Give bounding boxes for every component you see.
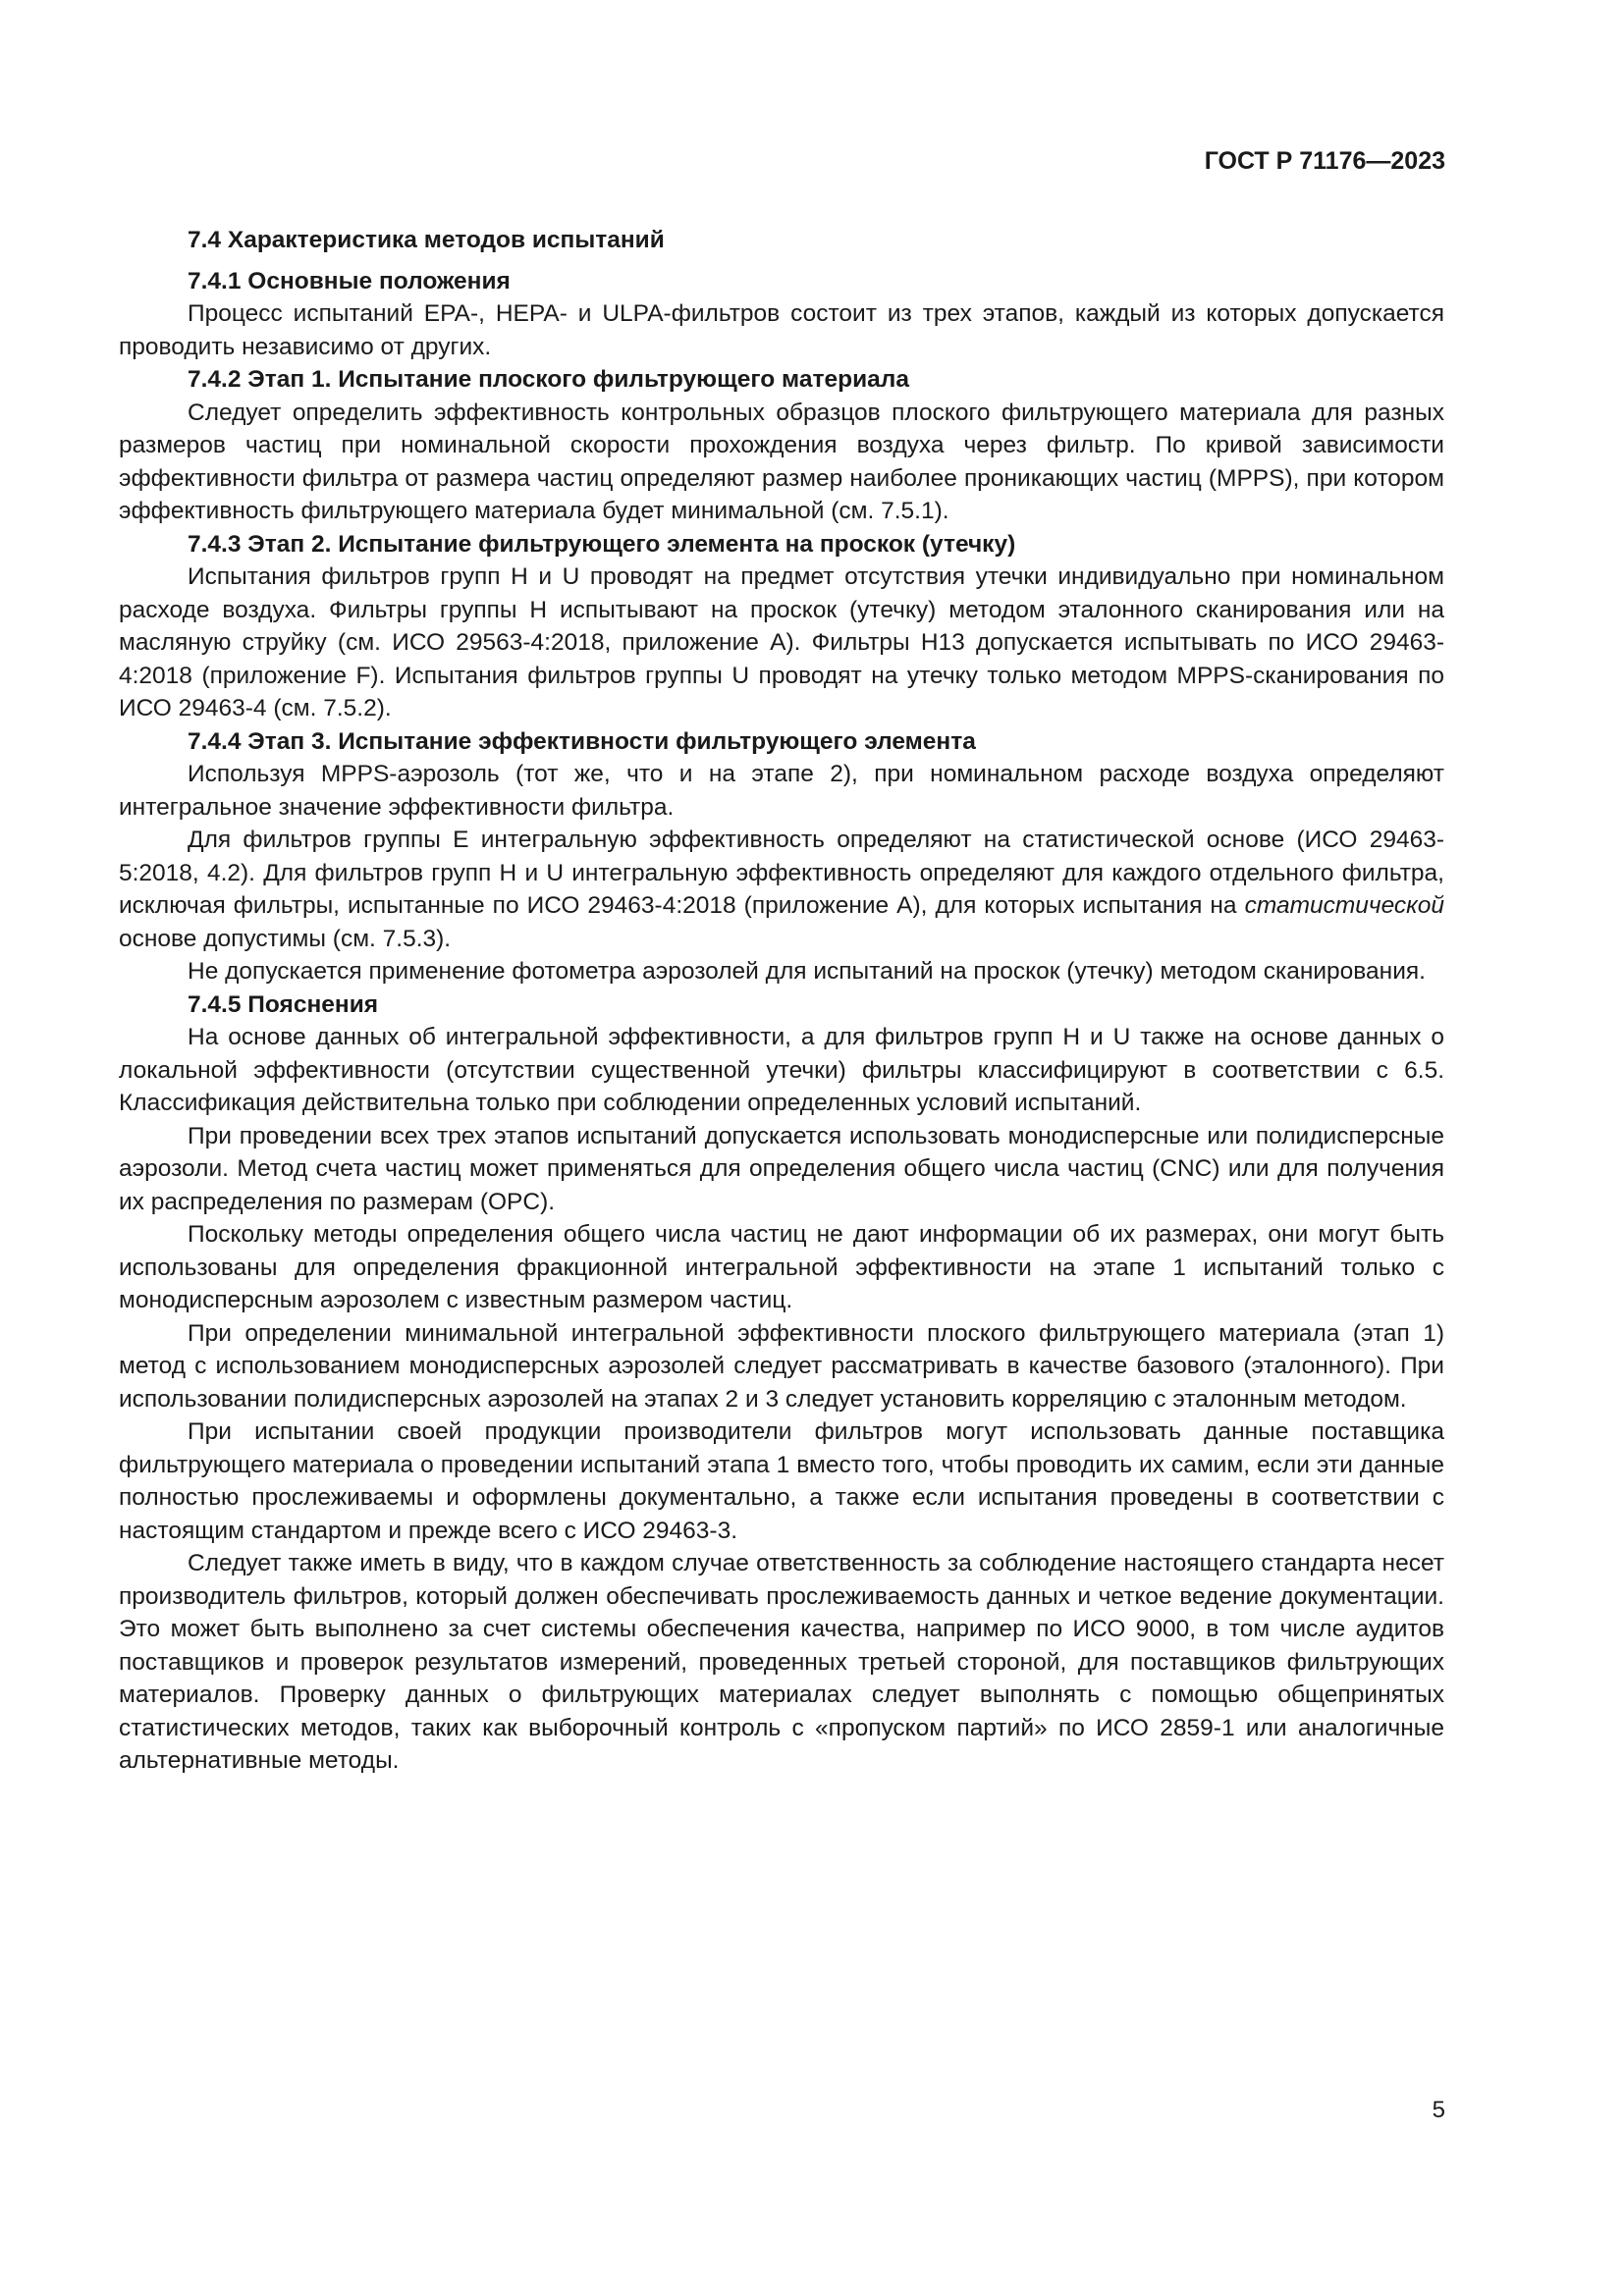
paragraph [119, 824, 1444, 955]
subsection-title-7-4-4: 7.4.4 Этап 3. Испытание эффективности фильтрующего элемента [188, 727, 976, 755]
page-number: 5 [1432, 2097, 1445, 2123]
text-span: основе допустимы (см. 7.5.3). [119, 925, 452, 952]
subsection-title-7-4-3: 7.4.3 Этап 2. Испытание фильтрующего элемента на проскок (утечку) [188, 530, 1016, 558]
paragraph: Следует определить эффективность контрольных образцов плоского фильтрующего материала для разных размеров частиц при номинальной скорости прохождения воздуха через фильтр. По кривой зависимости эффективности фильтра от размера частиц определяют размер наиболее проникающих частиц (MPPS), при котором эффективность фильтрующего материала будет минимальной (см. 7.5.1). [119, 399, 1444, 524]
paragraph: При определении минимальной интегральной эффективности плоского фильтрующего материала (этап 1) метод с использованием монодисперсных аэрозолей следует рассматривать в качестве базового (эталонного). При использовании полидисперсных аэрозолей на этапах 2 и 3 следует установить корреляцию с эталонным методом. [119, 1319, 1444, 1413]
paragraph: Испытания фильтров групп H и U проводят на предмет отсутствия утечки индивидуально при номинальном расходе воздуха. Фильтры группы H испытывают на проскок (утечку) методом эталонного сканирования или на масляную струйку (см. ИСО 29563-4:2018, приложение A). Фильтры H13 допускается испытывать по ИСО 29463-4:2018 (приложение F). Испытания фильтров группы U проводят на утечку только методом MPPS-сканирования по ИСО 29463-4 (см. 7.5.2). [119, 563, 1444, 721]
paragraph: Не допускается применение фотометра аэрозолей для испытаний на проскок (утечку) методом сканирования. [188, 958, 1426, 985]
section-title: 7.4 Характеристика методов испытаний [188, 227, 665, 253]
paragraph: При испытании своей продукции производители фильтров могут использовать данные поставщика фильтрующего материала о проведении испытаний этапа 1 вместо того, чтобы проводить их самим, если эти данные полностью прослеживаемы и оформлены документально, а также если испытания проведены в соответствии с настоящим стандартом и прежде всего с ИСО 29463-3. [119, 1418, 1444, 1544]
text-span: Для фильтров группы E интегральную эффективность определяют на статистической основе (ИСО 29463-5:2018, 4.2). Для фильтров групп H и U интегральную эффективность определяют для каждого отдельного фильтра, исключая фильтры, испытанные по ИСО 29463-4:2018 (приложение A), для которых испытания на [119, 827, 1444, 919]
paragraph: Поскольку методы определения общего числа частиц не дают информации об их размерах, они могут быть использованы для определения фракционной интегральной эффективности на этапе 1 испытаний только с монодисперсным аэрозолем с известным размером частиц. [119, 1221, 1444, 1313]
paragraph: При проведении всех трех этапов испытаний допускается использовать монодисперсные или полидисперсные аэрозоли. Метод счета частиц может применяться для определения общего числа частиц (CNC) или для получения их распределения по размерам (OPC). [119, 1122, 1444, 1215]
subsection-title-7-4-1: 7.4.1 Основные положения [188, 267, 511, 294]
italic-text: статистической [1244, 892, 1444, 919]
paragraph: Используя MPPS-аэрозоль (тот же, что и на этапе 2), при номинальном расходе воздуха определяют интегральное значение эффективности фильтра. [119, 761, 1444, 821]
paragraph: Процесс испытаний EPA-, HEPA- и ULPA-фильтров состоит из трех этапов, каждый из которых допускается проводить независимо от других. [119, 300, 1444, 360]
paragraph: Следует также иметь в виду, что в каждом случае ответственность за соблюдение настоящего стандарта несет производитель фильтров, который должен обеспечивать прослеживаемость данных и четкое ведение документации. Это может быть выполнено за счет системы обеспечения качества, например по ИСО 9000, в том числе аудитов поставщиков и проверок результатов измерений, проведенных третьей стороной, для поставщиков фильтрующих материалов. Проверку данных о фильтрующих материалах следует выполнять с помощью общепринятых статистических методов, таких как выборочный контроль с «пропуском партий» по ИСО 2859-1 или аналогичные альтернативные методы. [119, 1550, 1444, 1774]
paragraph: На основе данных об интегральной эффективности, а для фильтров групп H и U также на основе данных о локальной эффективности (отсутствии существенной утечки) фильтры классифицируют в соответствии с 6.5. Классификация действительна только при соблюдении определенных условий испытаний. [119, 1024, 1444, 1116]
document-body [119, 224, 1444, 1778]
document-id-header: ГОСТ Р 71176—2023 [1204, 147, 1445, 175]
subsection-title-7-4-2: 7.4.2 Этап 1. Испытание плоского фильтрующего материала [188, 366, 909, 393]
subsection-title-7-4-5: 7.4.5 Пояснения [188, 990, 379, 1018]
